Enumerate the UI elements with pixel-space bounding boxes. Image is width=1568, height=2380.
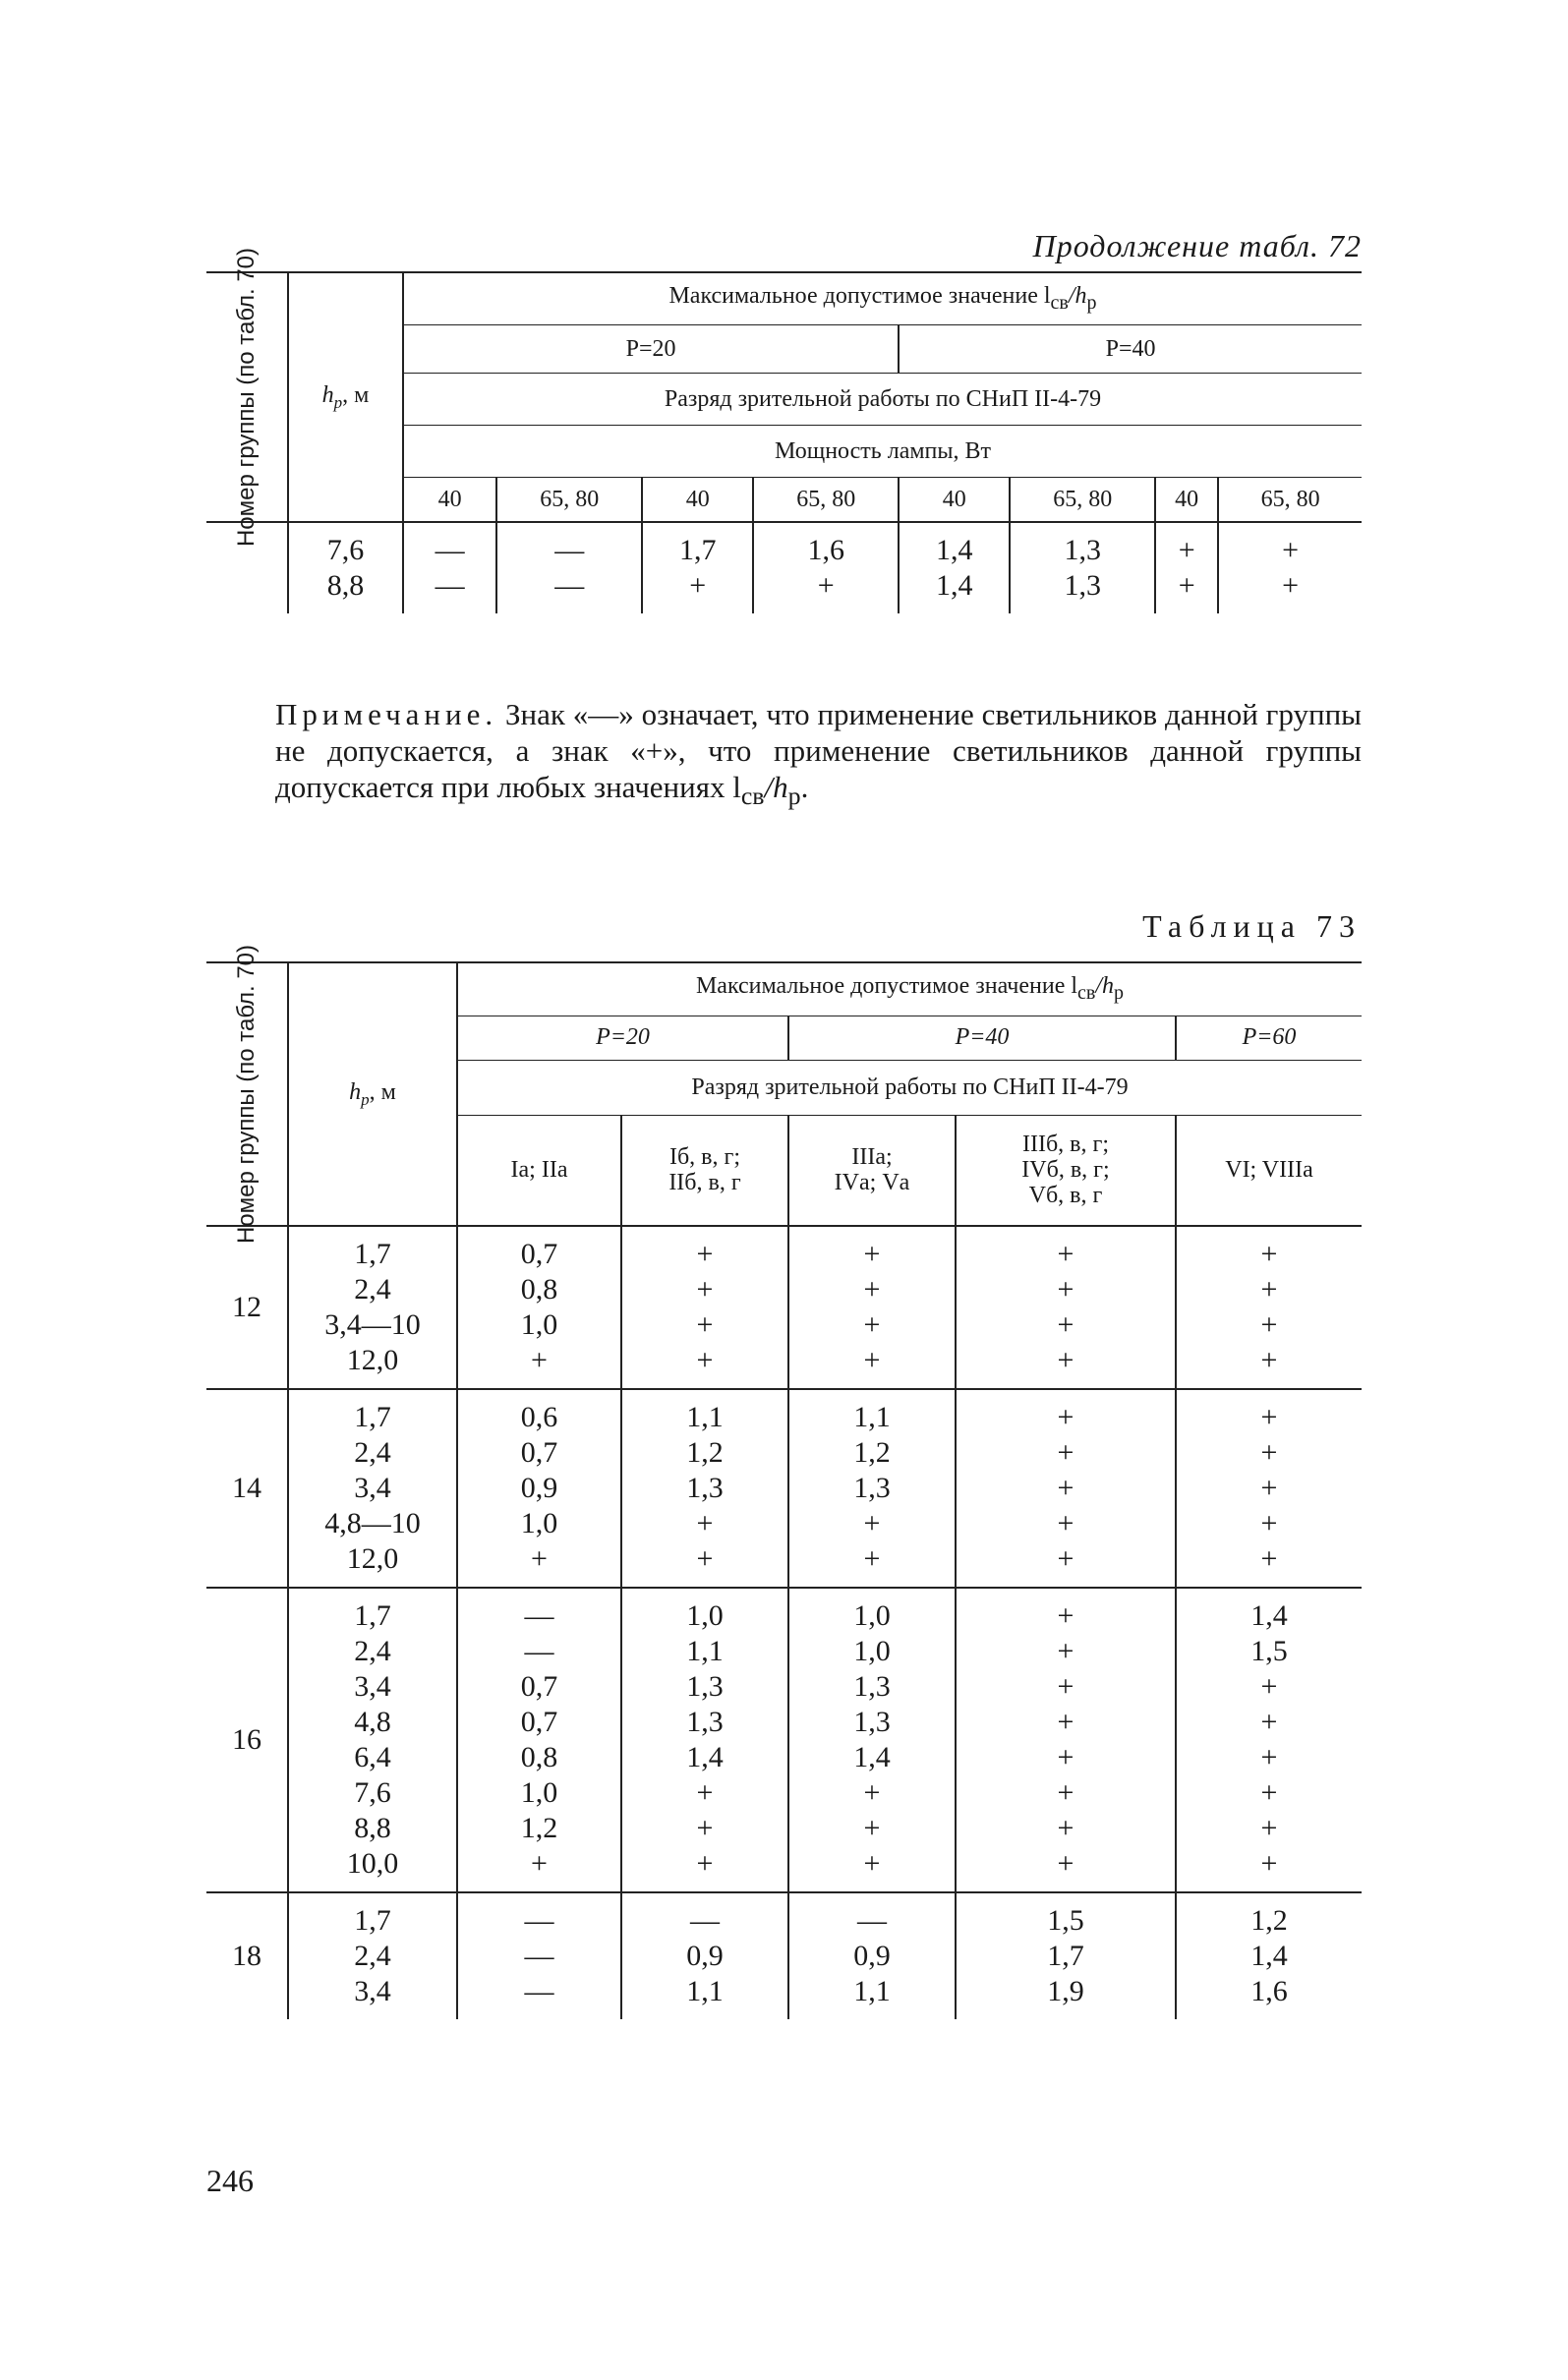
col-header: 65, 80 xyxy=(1010,478,1155,523)
value-cell: 1,1 1,2 1,3 + + xyxy=(621,1389,788,1588)
group-cell: 18 xyxy=(206,1892,288,2019)
value-cell: 1,0 1,1 1,3 1,3 1,4 + + + xyxy=(621,1588,788,1892)
table-row xyxy=(206,1389,1362,1588)
value-cell: + + + + xyxy=(621,1226,788,1389)
p40-header: Р=40 xyxy=(788,1016,1176,1061)
value-cell: 0,7 0,8 1,0 + xyxy=(457,1226,621,1389)
col-header: 40 xyxy=(403,478,496,523)
value-cell: 1,7 + xyxy=(642,522,753,613)
col-header: 65, 80 xyxy=(496,478,642,523)
hp-cell: 1,7 2,4 3,4 xyxy=(288,1892,457,2019)
col-header: Iа; IIа xyxy=(457,1115,621,1226)
value-cell: 1,4 1,4 xyxy=(899,522,1010,613)
table-note: Примечание. Знак «—» означает, что применение светильников данной группы не допускается, а знак «+», что применение светильников данной группы допускается при любых значениях $l_{св}/h_р$. xyxy=(275,697,1362,811)
p20-header: Р=20 xyxy=(457,1016,788,1061)
hp-cell: 1,7 2,4 3,4 4,8—10 12,0 xyxy=(288,1389,457,1588)
value-cell: 1,4 1,5 + + + + + + xyxy=(1176,1588,1362,1892)
col-header: 40 xyxy=(642,478,753,523)
group-header-cell xyxy=(206,944,288,1245)
value-cell: 1,5 1,7 1,9 xyxy=(956,1892,1176,2019)
value-cell: + + + + + xyxy=(956,1389,1176,1588)
max-value-header: Максимальное допустимое значение $l_{св}/h_р$ xyxy=(457,962,1362,1016)
value-cell: — 0,9 1,1 xyxy=(788,1892,956,2019)
hp-cell: 1,7 2,4 3,4 4,8 6,4 7,6 8,8 10,0 xyxy=(288,1588,457,1892)
p40-header: Р=40 xyxy=(899,325,1362,374)
group-cell: 16 xyxy=(206,1588,288,1892)
hp-cell: 1,7 2,4 3,4—10 12,0 xyxy=(288,1226,457,1389)
group-cell: 12 xyxy=(206,1226,288,1389)
value-cell: — — xyxy=(496,522,642,613)
hp-cell: 7,6 8,8 xyxy=(288,522,403,613)
col-header: 65, 80 xyxy=(1260,486,1320,512)
value-cell: 1,0 1,0 1,3 1,3 1,4 + + + xyxy=(788,1588,956,1892)
col-header: Iб, в, г; IIб, в, г xyxy=(621,1115,788,1226)
group-header: Номер группы (по табл. 70) xyxy=(232,247,260,548)
value-cell: 1,1 1,2 1,3 + + xyxy=(788,1389,956,1588)
table-row xyxy=(206,1892,1362,2019)
hp-header: $h_р$, м xyxy=(288,962,457,1226)
value-cell: — — — xyxy=(457,1892,621,2019)
group-cell: 14 xyxy=(206,1389,288,1588)
page-number: 246 xyxy=(206,2163,254,2198)
table-73-caption: Таблица 73 xyxy=(1142,908,1362,944)
table-row xyxy=(206,1588,1362,1892)
group-header-cell xyxy=(206,247,288,548)
razryad-header: Разряд зрительной работы по СНиП II-4-79 xyxy=(457,1061,1362,1116)
col-header: IIIа; IVа; Vа xyxy=(788,1115,956,1226)
table-row xyxy=(206,1226,1362,1389)
razryad-header: Разряд зрительной работы по СНиП II-4-79 xyxy=(403,374,1362,426)
value-cell: + + + + xyxy=(956,1226,1176,1389)
table-73 xyxy=(206,944,1362,2019)
value-cell: — — xyxy=(403,522,496,613)
value-cell: + + + + xyxy=(788,1226,956,1389)
col-header: VI; VIIIа xyxy=(1225,1156,1313,1183)
col-header: 40 xyxy=(899,478,1010,523)
note-text: Знак «—» означает, что применение светильников данной группы не допускается, а знак «+», что применение светильников данной группы допускается при любых значениях l xyxy=(275,697,1362,804)
value-cell: + + xyxy=(1155,522,1218,613)
value-cell: 0,6 0,7 0,9 1,0 + xyxy=(457,1389,621,1588)
group-header: Номер группы (по табл. 70) xyxy=(232,944,260,1245)
p60-header: Р=60 xyxy=(1176,1016,1362,1061)
col-header: 40 xyxy=(1155,478,1218,523)
table-72 xyxy=(206,247,1362,613)
value-cell: + + + + + + + + xyxy=(956,1588,1176,1892)
value-cell: — — 0,7 0,7 0,8 1,0 1,2 + xyxy=(457,1588,621,1892)
value-cell: 1,6 + xyxy=(753,522,899,613)
value-cell: 1,2 1,4 1,6 xyxy=(1176,1892,1362,2019)
value-cell: + + + + + xyxy=(1176,1389,1362,1588)
value-cell: + + xyxy=(1218,522,1362,613)
value-cell: + + + + xyxy=(1176,1226,1362,1389)
value-cell: — 0,9 1,1 xyxy=(621,1892,788,2019)
hp-header: $h_р$, м xyxy=(288,272,403,522)
note-label: Примечание. xyxy=(275,697,498,731)
col-header: 65, 80 xyxy=(753,478,899,523)
table-72-caption: Продолжение табл. 72 xyxy=(1032,228,1362,263)
book-page xyxy=(206,0,1362,2380)
value-cell: 1,3 1,3 xyxy=(1010,522,1155,613)
p20-header: Р=20 xyxy=(403,325,899,374)
power-header: Мощность лампы, Вт xyxy=(403,426,1362,478)
col-header: IIIб, в, г; IVб, в, г; Vб, в, г xyxy=(956,1115,1176,1226)
max-value-header: Максимальное допустимое значение $l_{св}/h_р$ xyxy=(403,272,1362,325)
